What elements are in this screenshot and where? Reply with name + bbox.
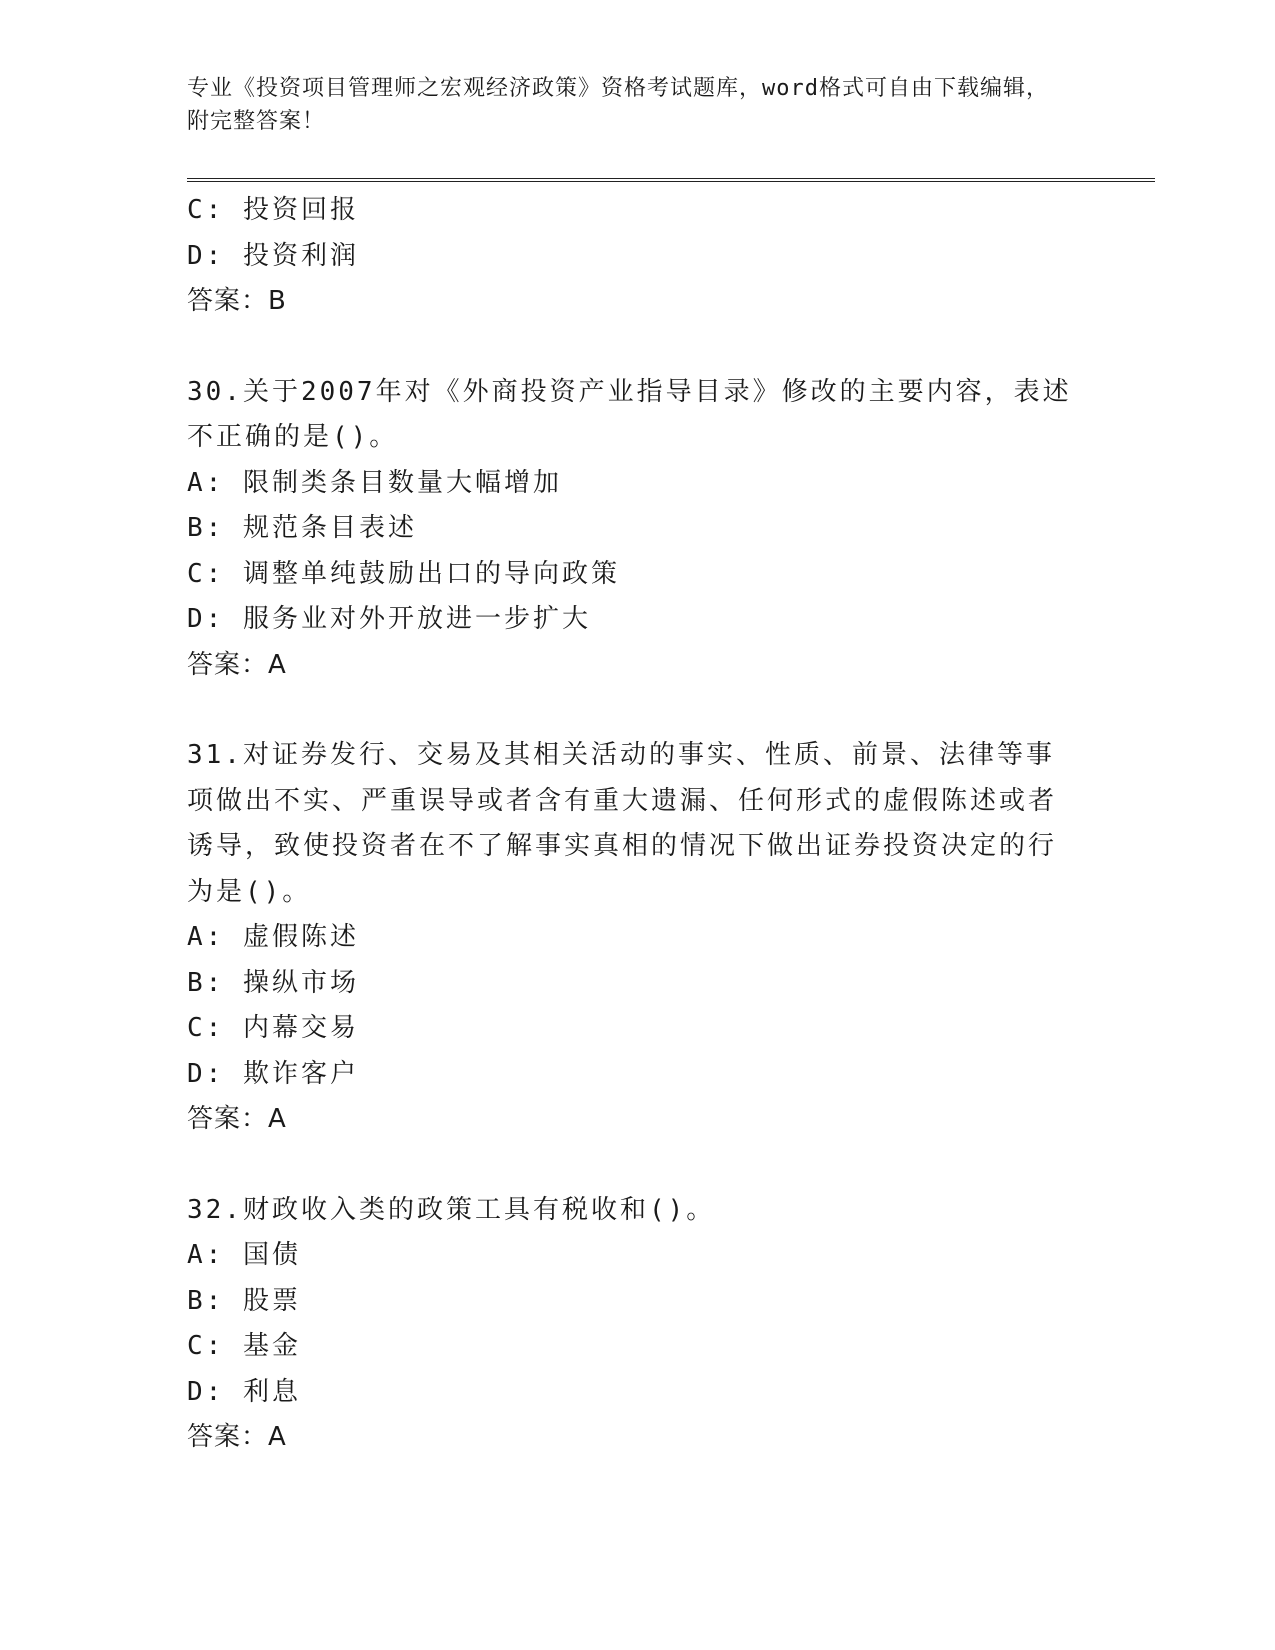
question-text: 31.对证券发行、交易及其相关活动的事实、性质、前景、法律等事项做出不实、严重误导或者含有重大遗漏、任何形式的虚假陈述或者诱导，致使投资者在不了解事实真相的情况下做出证券投资决定的行为是()。: [187, 740, 1058, 907]
option-b: B: 规范条目表述: [187, 513, 417, 543]
option-c: C: 调整单纯鼓励出口的导向政策: [187, 558, 620, 589]
question-list: [187, 188, 1087, 1461]
option-d: D: 欺诈客户: [187, 1058, 359, 1089]
question-text: 32.财政收入类的政策工具有税收和()。: [187, 1194, 716, 1225]
option-d: D: 利息: [187, 1376, 301, 1407]
option-a: A: 国债: [187, 1240, 301, 1270]
option-c: C: 内幕交易: [187, 1013, 359, 1043]
answer: 答案：B: [187, 286, 287, 316]
question-31: [187, 733, 1087, 1143]
option-d: D: 服务业对外开放进一步扩大: [187, 604, 591, 634]
document-header: 专业《投资项目管理师之宏观经济政策》资格考试题库，word格式可自由下载编辑，附完整答案！: [187, 76, 1049, 134]
option-a: A: 虚假陈述: [187, 922, 359, 952]
option-b: B: 股票: [187, 1285, 301, 1316]
question-32: [187, 1188, 1087, 1461]
option-a: A: 限制类条目数量大幅增加: [187, 467, 562, 498]
option-c: C: 基金: [187, 1331, 301, 1361]
option-c: C: 投资回报: [187, 195, 359, 225]
answer: 答案：A: [187, 1422, 287, 1452]
answer: 答案：A: [187, 1104, 287, 1134]
option-b: B: 操纵市场: [187, 967, 359, 998]
answer: 答案：A: [187, 649, 287, 680]
option-d: D: 投资利润: [187, 240, 359, 271]
previous-question-tail: [187, 188, 1087, 325]
question-30: [187, 370, 1087, 689]
question-text: 30.关于2007年对《外商投资产业指导目录》修改的主要内容，表述不正确的是()。: [187, 376, 1072, 452]
header-divider: [187, 178, 1155, 182]
